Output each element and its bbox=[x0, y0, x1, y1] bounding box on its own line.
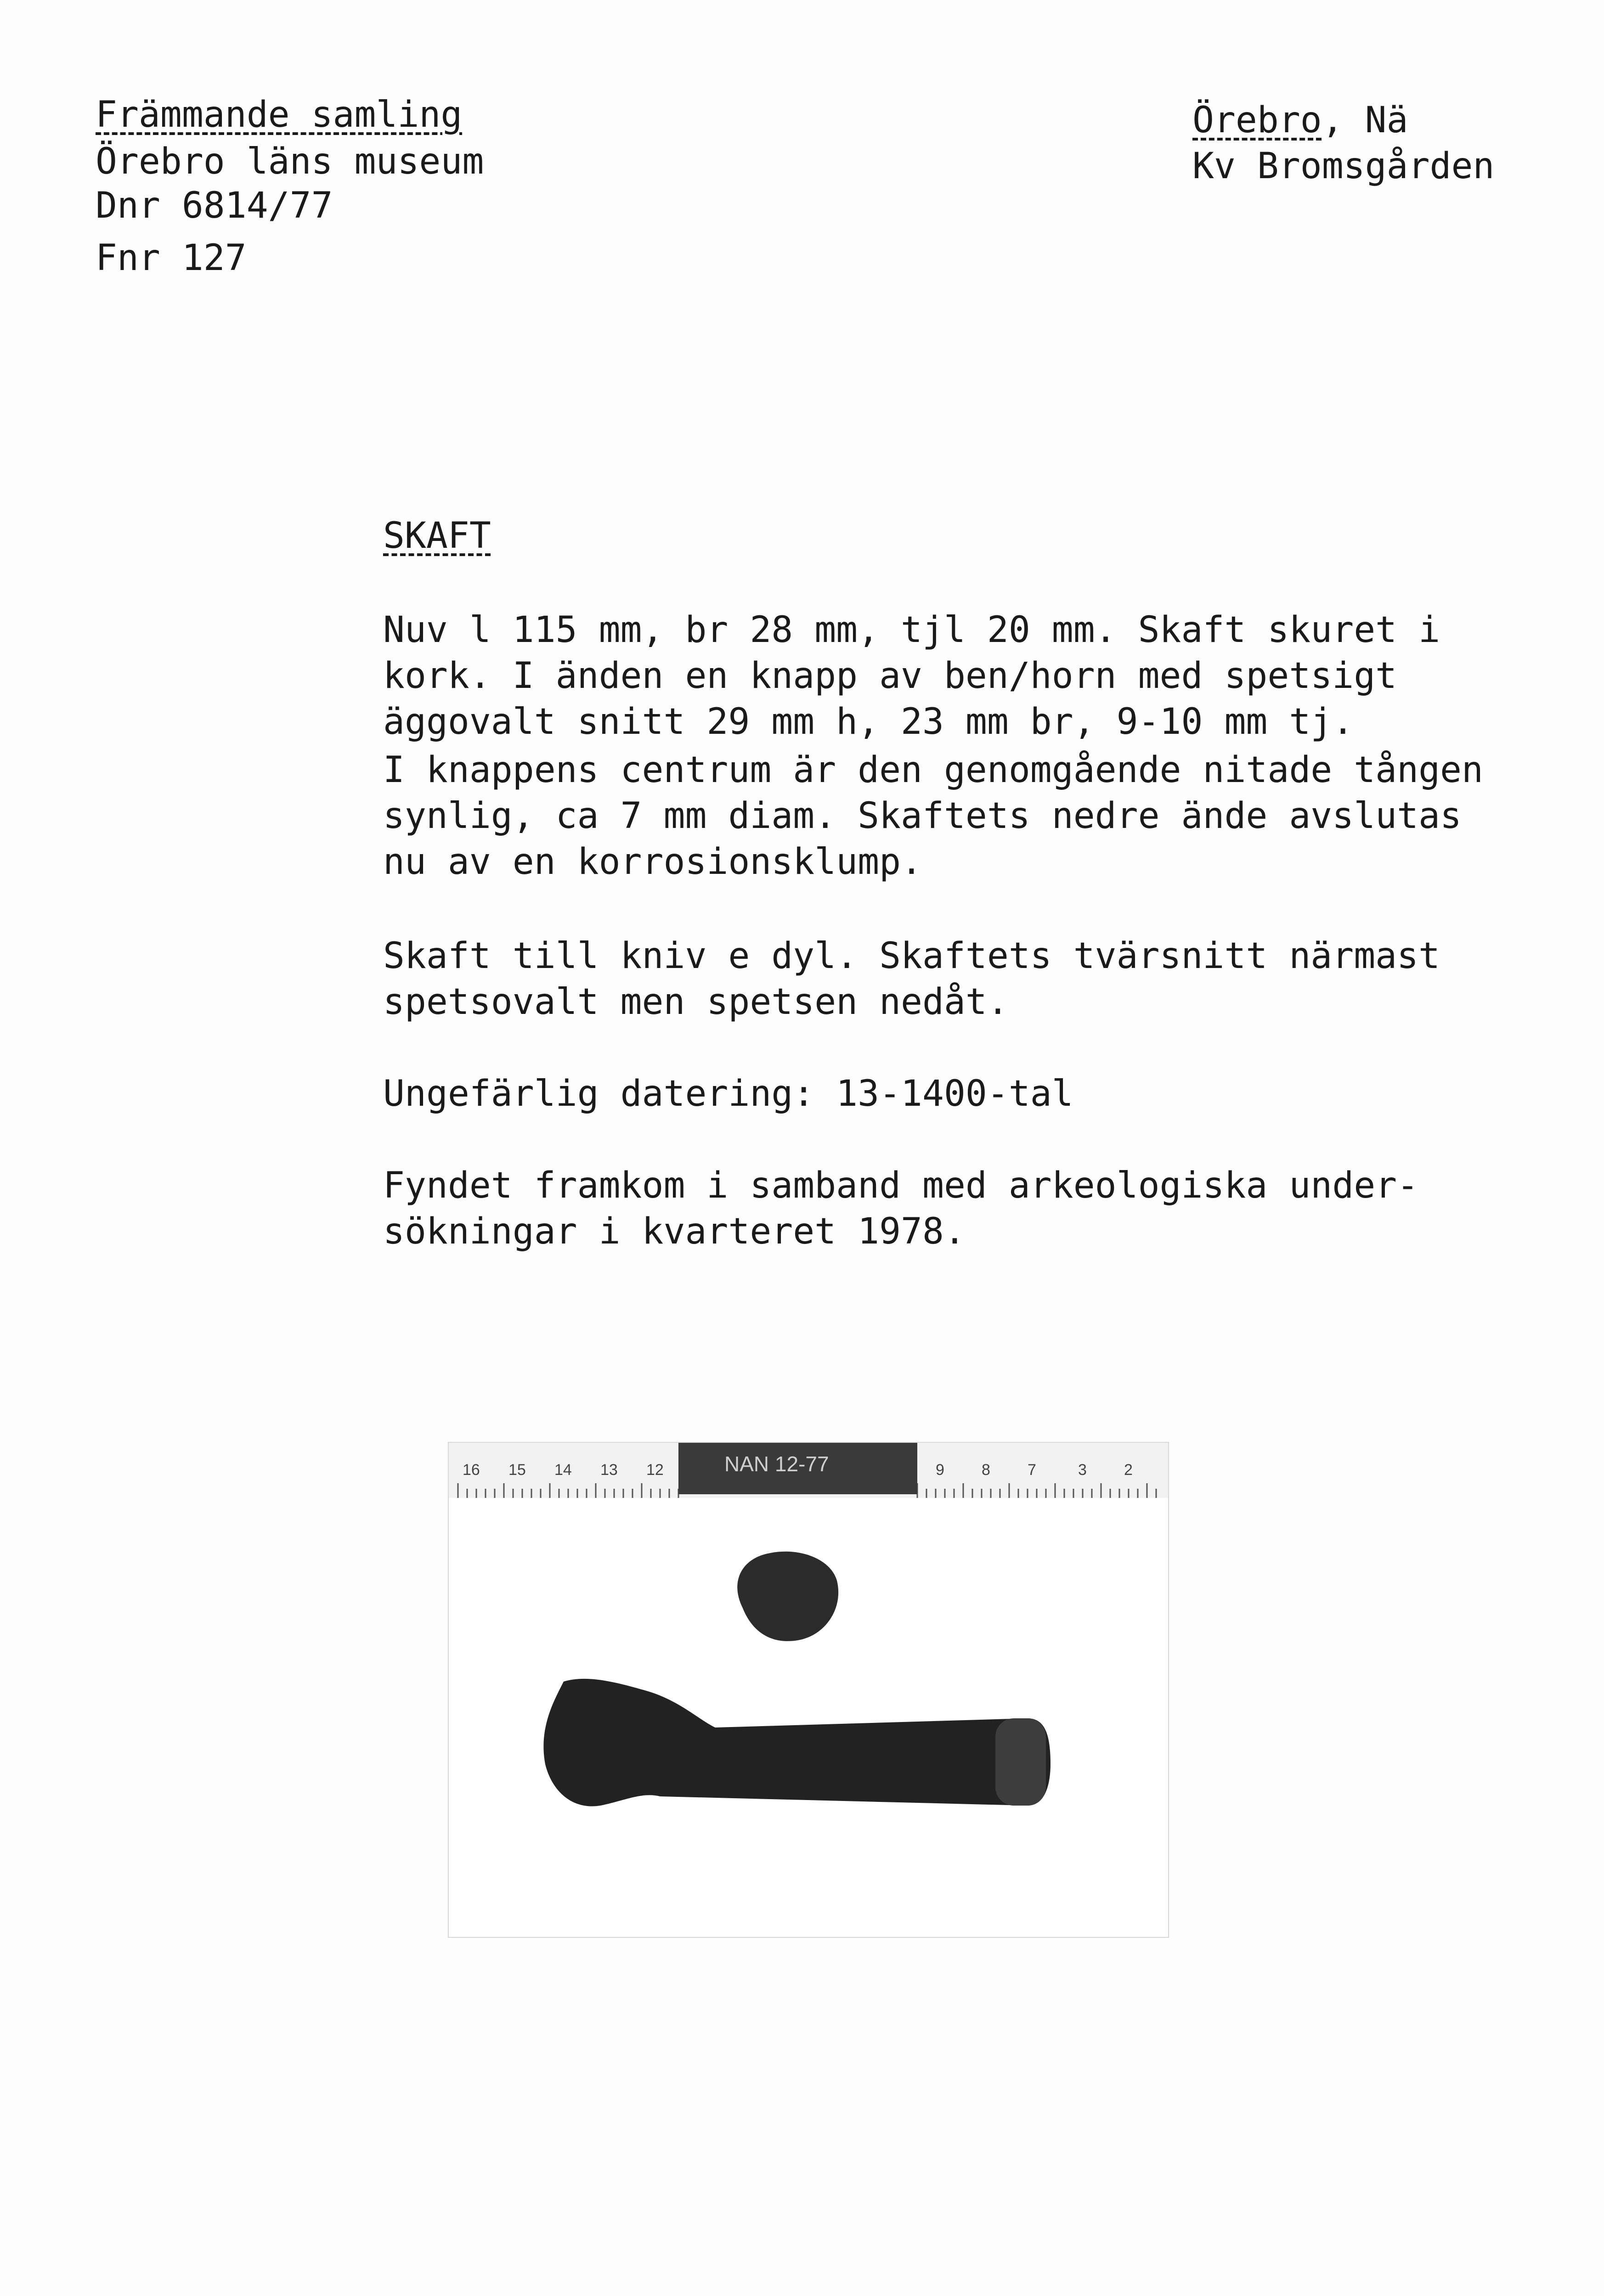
scale-number: 15 bbox=[508, 1461, 526, 1479]
scale-number: 2 bbox=[1124, 1461, 1133, 1479]
scale-number: 8 bbox=[982, 1461, 990, 1479]
scale-number: 3 bbox=[1078, 1461, 1087, 1479]
label-card-text: NAN 12-77 bbox=[724, 1452, 829, 1476]
site-name: Kv Bromsgården bbox=[1192, 146, 1495, 187]
description-line: kork. I änden en knapp av ben/horn med spetsigt bbox=[383, 655, 1397, 697]
find-context-line: sökningar i kvarteret 1978. bbox=[383, 1211, 966, 1252]
interpretation-line: spetsovalt men spetsen nedåt. bbox=[383, 981, 1009, 1023]
scale-number: 12 bbox=[646, 1461, 664, 1479]
description-line: Nuv l 115 mm, br 28 mm, tjl 20 mm. Skaft skuret i bbox=[383, 609, 1440, 651]
corrosion-lump bbox=[737, 1552, 838, 1641]
description-line: synlig, ca 7 mm diam. Skaftets nedre ände avslutas bbox=[383, 795, 1462, 837]
dating-line: Ungefärlig datering: 13-1400-tal bbox=[383, 1073, 1073, 1114]
object-title: SKAFT bbox=[383, 515, 491, 557]
dnr-number: Dnr 6814/77 bbox=[96, 185, 333, 226]
collection-label: Främmande samling bbox=[96, 94, 463, 135]
place-name: Örebro bbox=[1192, 100, 1322, 141]
museum-name: Örebro läns museum bbox=[96, 141, 484, 182]
scale-number: 7 bbox=[1028, 1461, 1036, 1479]
scale-number: 13 bbox=[600, 1461, 618, 1479]
bone-knob bbox=[995, 1718, 1046, 1806]
object-photograph bbox=[448, 1442, 1169, 1938]
scale-number: 14 bbox=[554, 1461, 572, 1479]
photo-image bbox=[449, 1443, 1168, 1937]
scale-number: 9 bbox=[936, 1461, 944, 1479]
description-line: I knappens centrum är den genomgående nitade tången bbox=[383, 749, 1483, 791]
knife-handle bbox=[543, 1679, 1051, 1806]
description-line: nu av en korrosionsklump. bbox=[383, 841, 922, 883]
description-line: äggovalt snitt 29 mm h, 23 mm br, 9-10 mm tj. bbox=[383, 701, 1354, 743]
place-suffix: , Nä bbox=[1322, 100, 1408, 141]
scale-number: 16 bbox=[463, 1461, 480, 1479]
interpretation-line: Skaft till kniv e dyl. Skaftets tvärsnitt närmast bbox=[383, 935, 1440, 977]
find-context-line: Fyndet framkom i samband med arkeologiska under- bbox=[383, 1165, 1419, 1206]
place bbox=[1192, 96, 1408, 144]
fnr-number: Fnr 127 bbox=[96, 237, 247, 279]
